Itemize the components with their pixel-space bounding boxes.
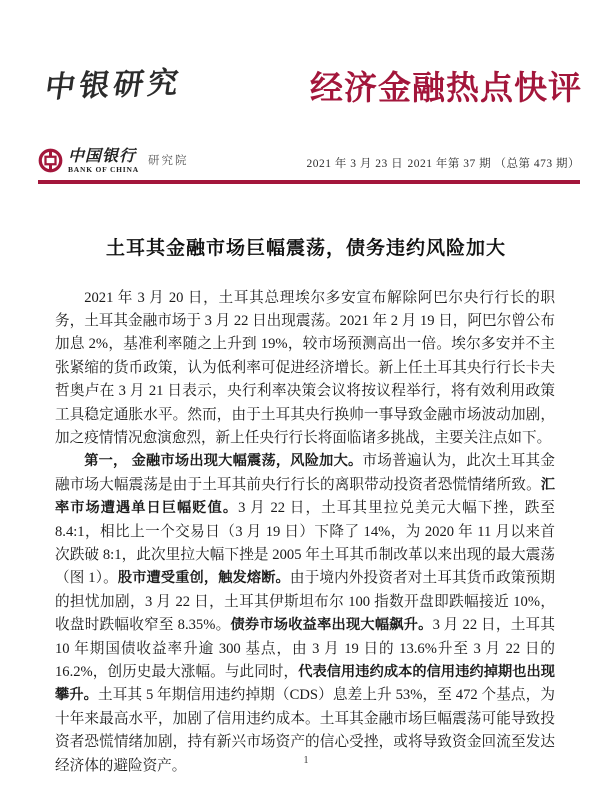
bank-of-china-logo-icon <box>38 148 63 173</box>
masthead <box>0 0 612 104</box>
paragraph <box>55 287 555 451</box>
emphasis-text-run: 第一， 金融市场出现大幅震荡，风险加大。 <box>84 453 363 470</box>
publisher-row <box>0 148 612 174</box>
bulletin-title: 经济金融热点快评 <box>310 69 582 106</box>
article-title: 土耳其金融市场巨幅震荡，债务违约风险加大 <box>105 237 506 259</box>
emphasis-text-run: 债券市场收益率出现大幅飙升。 <box>230 617 433 634</box>
emphasis-text-run: 代表信用违约成本的信用违约掉期也出现攀升。 <box>55 664 555 704</box>
bank-name-cn: 中国银行 <box>68 146 137 165</box>
text-run: 由于境内外投资者对土耳其货币政策预期的担忧加剧，3 月 22 日，土耳其伊斯坦布尔 100 指数开盘即跌幅接近 10%，收盘时跌幅收窄至 8.35%。 <box>55 570 555 634</box>
text-run: 2021 年 3 月 20 日，土耳其总理埃尔多安宣布解除阿巴尔央行行长的职务，土耳其金融市场于 3 月 22 日出现震荡。2021 年 2 月 19 日，阿巴尔曾公布加息 2%，基准利率随之上升到 19%，较市场预测高出一倍。埃尔多安并不主张紧缩的货币政策，认为低利率可促进经济增长。新上任土耳其央行行长卡夫哲奥卢在 3 月 21 日表示，央行利率决策会议将按议程举行，将有效利用政策工具稳定通胀水平。然而，由于土耳其央行换帅一事导致金融市场波动加剧，加之疫情情况愈演愈烈，新上任央行行长将面临诸多挑战，主要关注点如下。 <box>55 289 555 446</box>
research-calligraphy-logo: 中银研究 <box>42 65 185 106</box>
bank-name-en: BANK OF CHINA <box>68 165 139 174</box>
publication-date: 2021 年 3 月 23 日 <box>306 157 404 170</box>
emphasis-text-run: 汇率市场遭遇单日巨幅贬值。 <box>55 476 555 517</box>
article-body <box>55 287 555 779</box>
paragraph <box>55 450 555 778</box>
institute-label: 研究院 <box>147 154 189 167</box>
text-run: 市场普遍认为，此次土耳其金融市场大幅震荡是由于土耳其前央行行长的离职带动投资者恐慌情绪所致。 <box>55 453 555 493</box>
issue-number: 2021 年第 37 期 （总第 473 期） <box>407 157 580 170</box>
header-divider-rule <box>38 180 580 184</box>
bank-logo-block <box>38 148 188 174</box>
bank-names <box>68 148 139 174</box>
emphasis-text-run: 股市遭受重创，触发熔断。 <box>117 570 290 587</box>
page-number: 1 <box>303 755 309 766</box>
text-run: 3 月 22 日，土耳其里拉兑美元大幅下挫，跌至 8.4:1，相比上一个交易日（3 月 19 日）下降了 14%，为 2020 年 11 月以来首次跌破 8:1，此次里拉大幅下挫是 2005 年土耳其币制改革以来出现的最大震荡（图 1）。 <box>55 500 555 587</box>
text-run: 土耳其 5 年期信用违约掉期（CDS）息差上升 53%，至 472 个基点，为十年来最高水平，加剧了信用违约成本。土耳其金融市场巨幅震荡可能导致投资者恐慌情绪加剧，持有新兴市场资产的信心受挫，或将导致资金回流至发达经济体的避险资产。 <box>55 687 555 774</box>
text-run: 3 月 22 日，土耳其 10 年期国债收益率升逾 300 基点，由 3 月 19 日的 13.6%升至 3 月 22 日的 16.2%，创历史最大涨幅。与此同时， <box>55 617 555 680</box>
